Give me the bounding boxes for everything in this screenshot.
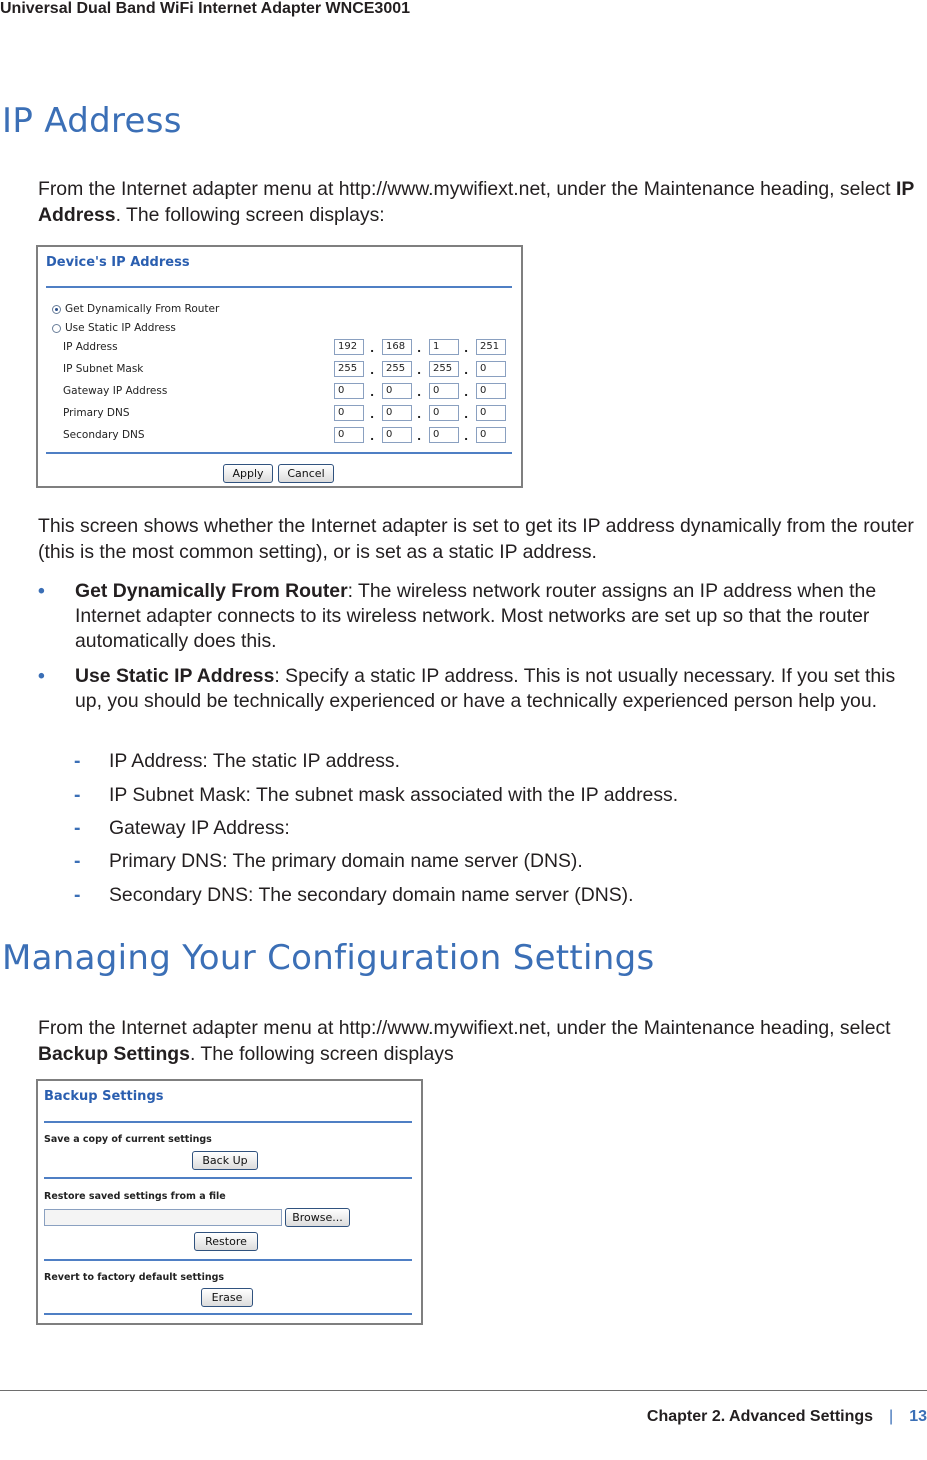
restore-file-input[interactable] bbox=[44, 1209, 282, 1226]
radio-dynamic-label: Get Dynamically From Router bbox=[65, 303, 220, 315]
radio-get-dynamically[interactable] bbox=[52, 303, 219, 315]
ip-octet-field[interactable]: 251 bbox=[476, 339, 506, 355]
radio-selected-icon[interactable] bbox=[52, 305, 61, 314]
backup-screen-rule bbox=[44, 1313, 412, 1315]
octet-separator: . bbox=[370, 386, 375, 399]
dash-icon: - bbox=[74, 784, 81, 806]
gateway-label: Gateway IP Address bbox=[63, 385, 168, 397]
backup-intro-paragraph: From the Internet adapter menu at http://www.mywifiext.net, under the Maintenance heading, select Backup Settings. The following screen displays bbox=[38, 1017, 891, 1065]
secondary-dns-octet-field[interactable]: 0 bbox=[429, 427, 459, 443]
octet-separator: . bbox=[370, 342, 375, 355]
octet-separator: . bbox=[417, 408, 422, 421]
ip-address-label: IP Address bbox=[63, 341, 118, 353]
bullet-icon: • bbox=[38, 580, 45, 602]
bullet-icon: • bbox=[38, 665, 45, 687]
gateway-octet-field[interactable]: 0 bbox=[476, 383, 506, 399]
gateway-octet-field[interactable]: 0 bbox=[429, 383, 459, 399]
ip-octet-field[interactable]: 1 bbox=[429, 339, 459, 355]
backup-screen-title: Backup Settings bbox=[44, 1089, 164, 1104]
ip-screen-bottom-rule bbox=[46, 452, 512, 454]
browse-button[interactable]: Browse... bbox=[285, 1208, 350, 1227]
gateway-octet-field[interactable]: 0 bbox=[334, 383, 364, 399]
ip-intro-paragraph: From the Internet adapter menu at http://www.mywifiext.net, under the Maintenance heading, select IP Address. The following screen displays: bbox=[38, 178, 914, 226]
primary-dns-octet-field[interactable]: 0 bbox=[476, 405, 506, 421]
dash-icon: - bbox=[74, 750, 81, 772]
section-heading-ip-address: IP Address bbox=[2, 101, 182, 141]
radio-unselected-icon[interactable] bbox=[52, 324, 61, 333]
octet-separator: . bbox=[370, 364, 375, 377]
backup-screen-rule bbox=[44, 1259, 412, 1261]
subnet-octet-field[interactable]: 255 bbox=[382, 361, 412, 377]
ip-octet-field[interactable]: 192 bbox=[334, 339, 364, 355]
octet-separator: . bbox=[417, 430, 422, 443]
footer-divider bbox=[0, 1390, 927, 1391]
radio-use-static[interactable] bbox=[52, 322, 176, 334]
backup-screen-rule bbox=[44, 1177, 412, 1179]
secondary-dns-octet-field[interactable]: 0 bbox=[334, 427, 364, 443]
restore-button[interactable]: Restore bbox=[194, 1232, 258, 1251]
secondary-dns-octet-field[interactable]: 0 bbox=[476, 427, 506, 443]
footer-chapter: Chapter 2. Advanced Settings bbox=[646, 1408, 874, 1425]
apply-button[interactable]: Apply bbox=[223, 464, 273, 483]
ip-octet-field[interactable]: 168 bbox=[382, 339, 412, 355]
gateway-octet-field[interactable]: 0 bbox=[382, 383, 412, 399]
octet-separator: . bbox=[417, 342, 422, 355]
octet-separator: . bbox=[417, 386, 422, 399]
secondary-dns-octet-field[interactable]: 0 bbox=[382, 427, 412, 443]
section-heading-configuration-settings: Managing Your Configuration Settings bbox=[2, 938, 655, 978]
dash-icon: - bbox=[74, 850, 81, 872]
save-copy-label: Save a copy of current settings bbox=[44, 1134, 212, 1145]
backup-settings-screenshot bbox=[36, 1079, 423, 1325]
octet-separator: . bbox=[370, 430, 375, 443]
dash-icon: - bbox=[74, 884, 81, 906]
subnet-octet-field[interactable]: 0 bbox=[476, 361, 506, 377]
octet-separator: . bbox=[464, 430, 469, 443]
subnet-mask-label: IP Subnet Mask bbox=[63, 363, 144, 375]
octet-separator: . bbox=[464, 386, 469, 399]
ip-address-screenshot bbox=[36, 245, 523, 488]
back-up-button[interactable]: Back Up bbox=[192, 1151, 258, 1170]
page-number: 13 bbox=[909, 1408, 927, 1425]
cancel-button[interactable]: Cancel bbox=[278, 464, 334, 483]
ip-description-paragraph: This screen shows whether the Internet adapter is set to get its IP address dynamically from the router (this is the most common setting), or is set as a static IP address. bbox=[38, 515, 914, 563]
primary-dns-octet-field[interactable]: 0 bbox=[334, 405, 364, 421]
restore-label: Restore saved settings from a file bbox=[44, 1191, 226, 1202]
primary-dns-octet-field[interactable]: 0 bbox=[429, 405, 459, 421]
primary-dns-octet-field[interactable]: 0 bbox=[382, 405, 412, 421]
subnet-octet-field[interactable]: 255 bbox=[334, 361, 364, 377]
octet-separator: . bbox=[464, 408, 469, 421]
document-header: Universal Dual Band WiFi Internet Adapter WNCE3001 bbox=[0, 0, 411, 17]
erase-button[interactable]: Erase bbox=[201, 1288, 253, 1307]
dash-icon: - bbox=[74, 817, 81, 839]
revert-label: Revert to factory default settings bbox=[44, 1272, 225, 1283]
octet-separator: . bbox=[417, 364, 422, 377]
ip-screen-top-rule bbox=[46, 286, 512, 288]
radio-static-label: Use Static IP Address bbox=[65, 322, 176, 334]
backup-screen-rule bbox=[44, 1121, 412, 1123]
page-footer bbox=[647, 1408, 927, 1426]
primary-dns-label: Primary DNS bbox=[63, 407, 130, 419]
footer-separator: | bbox=[889, 1408, 894, 1425]
octet-separator: . bbox=[370, 408, 375, 421]
octet-separator: . bbox=[464, 364, 469, 377]
octet-separator: . bbox=[464, 342, 469, 355]
ip-screen-title: Device's IP Address bbox=[46, 255, 190, 270]
secondary-dns-label: Secondary DNS bbox=[63, 429, 145, 441]
subnet-octet-field[interactable]: 255 bbox=[429, 361, 459, 377]
